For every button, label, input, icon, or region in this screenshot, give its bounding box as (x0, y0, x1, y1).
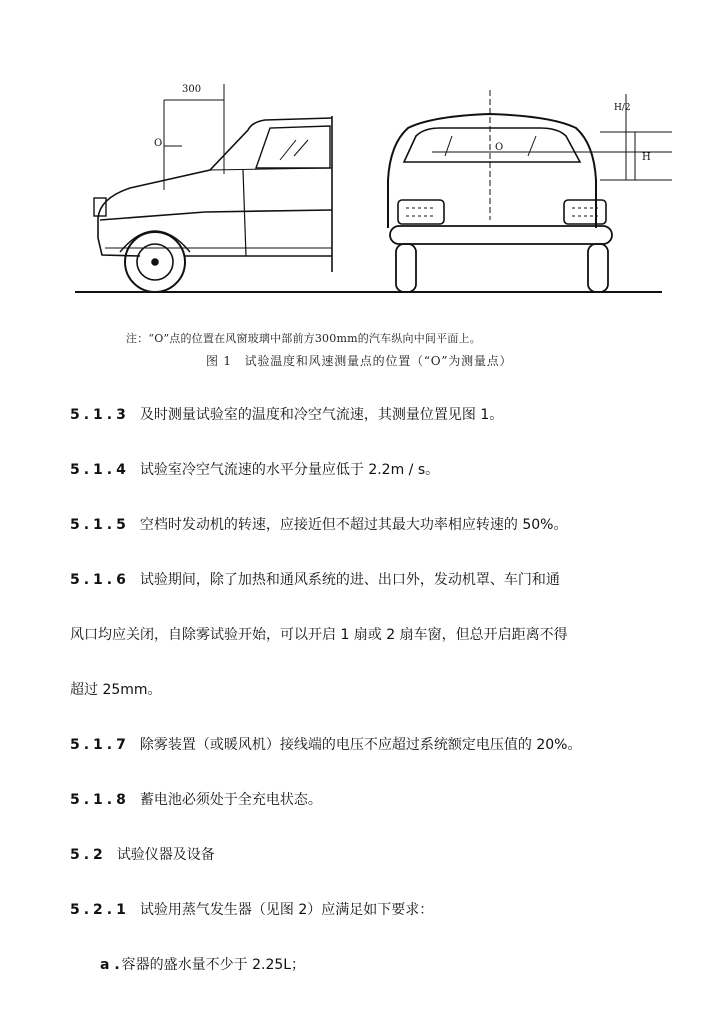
o-point-label-side: O (154, 138, 163, 149)
figure-note: 注：“O”点的位置在风窗玻璃中部前方300mm的汽车纵向中间平面上。 (126, 332, 481, 345)
figure-title: 图 1 试验温度和风速测量点的位置（“O”为测量点） (206, 354, 513, 368)
paragraph-text: 试验期间，除了加热和通风系统的进、出口外，发动机罩、车门和通 (139, 572, 560, 588)
paragraph-5-1-8 (70, 791, 322, 809)
paragraph-text: 试验室冷空气流速的水平分量应低于 2.2m / s。 (139, 462, 440, 478)
section-number: 5.2.1 (70, 902, 130, 918)
dimension-label: 300 (182, 84, 202, 95)
paragraph-5-1-6 (70, 571, 560, 589)
o-point-label-front: O (495, 142, 504, 153)
section-number: 5.1.7 (70, 737, 130, 753)
vehicle-diagram (60, 70, 680, 310)
paragraph-5-1-3 (70, 406, 503, 424)
paragraph-5-2-1 (70, 901, 433, 919)
section-number: 5.1.8 (70, 792, 130, 808)
section-number: 5.1.3 (70, 407, 130, 423)
vehicle-figure (60, 70, 680, 310)
paragraph-continuation: 风口均应关闭，自除雾试验开始，可以开启 1 扇或 2 扇车窗，但总开启距离不得 (70, 627, 568, 643)
section-number: 5.2 (70, 847, 107, 863)
section-heading-text: 试验仪器及设备 (116, 847, 215, 863)
paragraph-5-1-4 (70, 461, 439, 479)
paragraph-text: 试验用蒸气发生器（见图 2）应满足如下要求： (139, 902, 434, 918)
paragraph-text: 除雾装置（或暖风机）接线端的电压不应超过系统额定电压值的 20%。 (139, 737, 582, 753)
list-item-label: a . (100, 957, 120, 973)
list-item-a (100, 956, 305, 974)
h-fraction-label: H/2 (614, 103, 631, 113)
h-label: H (642, 152, 651, 163)
paragraph-5-1-5 (70, 516, 567, 534)
list-item-text: 容器的盛水量不少于 2.25L； (121, 957, 306, 973)
section-number: 5.1.6 (70, 572, 130, 588)
paragraph-text: 蓄电池必须处于全充电状态。 (139, 792, 322, 808)
section-number: 5.1.5 (70, 517, 130, 533)
section-number: 5.1.4 (70, 462, 130, 478)
paragraph-5-1-7 (70, 736, 581, 754)
section-heading-5-2 (70, 846, 215, 864)
paragraph-text: 及时测量试验室的温度和冷空气流速，其测量位置见图 1。 (139, 407, 504, 423)
paragraph-continuation: 超过 25mm。 (70, 682, 162, 698)
paragraph-text: 空档时发动机的转速，应接近但不超过其最大功率相应转速的 50%。 (139, 517, 568, 533)
